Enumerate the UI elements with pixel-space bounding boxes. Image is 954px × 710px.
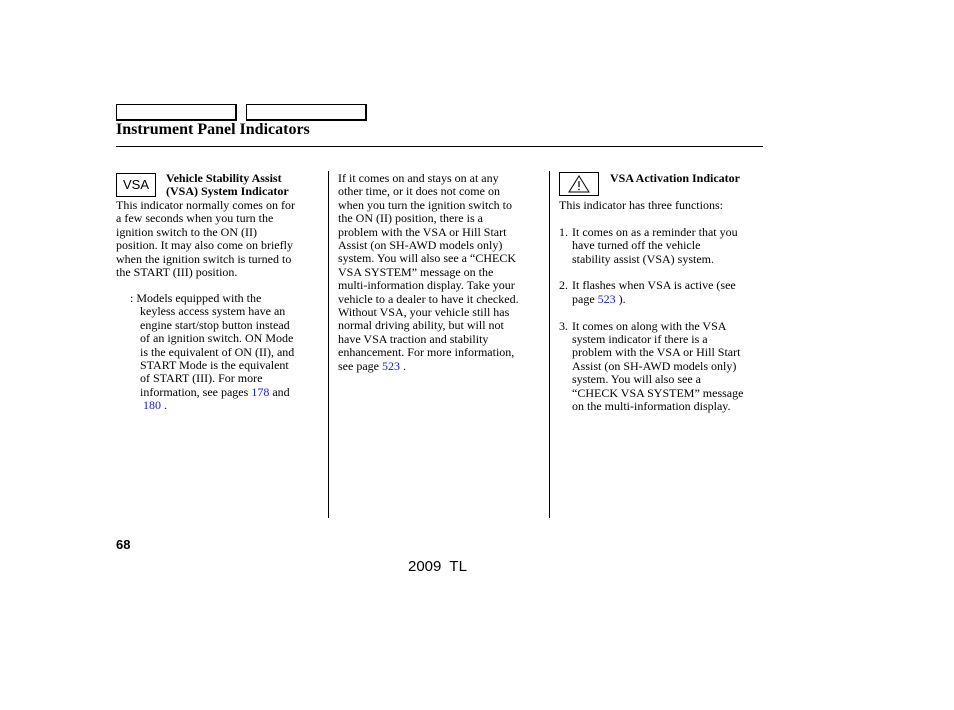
text-line <box>130 386 320 399</box>
text-fragment: . <box>161 398 167 413</box>
list-item <box>559 279 764 306</box>
text-line <box>130 399 320 412</box>
text-line: system. You will also see a “CHECK <box>338 251 516 266</box>
page-link-178[interactable]: 178 <box>251 384 270 399</box>
text-line: other time, or it does not come on <box>338 184 500 199</box>
page-link-523[interactable]: 523 <box>381 358 400 373</box>
page-title: Instrument Panel Indicators <box>116 121 310 138</box>
text-line: vehicle to a dealer to have it checked. <box>338 291 519 306</box>
text-line: the ON (II) position, there is a <box>338 211 483 226</box>
text-line: the START (III) position. <box>116 265 238 280</box>
page-link-180[interactable]: 180 <box>143 398 161 413</box>
vsa-activation-indicator-icon <box>559 172 599 196</box>
vsa-activation-heading: VSA Activation Indicator <box>610 171 741 185</box>
text-line: have turned off the vehicle <box>572 238 701 253</box>
text-line: problem with the VSA or Hill Start <box>338 224 507 239</box>
text-line: when you turn the ignition switch to <box>338 197 512 212</box>
text-line: position. It may also come on briefly <box>116 238 293 253</box>
title-divider <box>116 146 763 147</box>
text-line: It flashes when VSA is active (see <box>572 278 736 293</box>
intro-text: This indicator has three functions: <box>559 198 723 212</box>
heading-line: Vehicle Stability Assist <box>166 171 282 185</box>
text-line: engine start/stop button instead <box>140 317 290 332</box>
text-line: system. You will also see a <box>572 372 701 387</box>
text-line: keyless access system have an <box>140 304 286 319</box>
text-line: : Models equipped with the <box>130 291 262 305</box>
text-line: is the equivalent of ON (II), and <box>140 344 295 359</box>
text-line: ignition switch to the ON (II) <box>116 224 257 239</box>
heading-line: (VSA) System Indicator <box>166 184 289 199</box>
text-line: Without VSA, your vehicle still has <box>338 305 510 320</box>
text-line: system indicator if there is a <box>572 332 708 347</box>
text-line: of START (III). For more <box>140 371 263 386</box>
text-line: START Mode is the equivalent <box>140 358 289 373</box>
list-number: 1. <box>559 224 568 239</box>
warning-triangle-icon <box>560 173 598 195</box>
text-line: VSA SYSTEM” message on the <box>338 264 494 279</box>
text-line: multi-information display. Take your <box>338 278 515 293</box>
text-line: Assist (on SH-AWD models only) <box>338 238 503 253</box>
keyless-access-note <box>130 292 320 413</box>
vsa-system-indicator-heading <box>166 172 316 199</box>
text-line: normal driving ability, but will not <box>338 318 504 333</box>
text-line: This indicator normally comes on for <box>116 198 295 212</box>
vsa-activation-description <box>559 199 764 413</box>
text-fragment: information, see pages <box>140 384 252 399</box>
text-line: have VSA traction and stability <box>338 331 489 346</box>
list-number: 2. <box>559 278 568 293</box>
text-fragment: page <box>572 291 598 306</box>
text-line: Assist (on SH-AWD models only) <box>572 358 737 373</box>
text-fragment: see page <box>338 358 382 373</box>
text-line: problem with the VSA or Hill Start <box>572 345 741 360</box>
text-line: of an ignition switch. ON Mode <box>140 331 294 346</box>
vsa-indicator-description <box>116 199 321 279</box>
list-item <box>559 226 764 266</box>
text-line: stability assist (VSA) system. <box>572 251 715 266</box>
text-line: It comes on along with the VSA <box>572 318 727 333</box>
list-number: 3. <box>559 318 568 333</box>
text-line: on the multi-information display. <box>572 399 731 414</box>
nav-button-next[interactable] <box>246 104 367 121</box>
text-fragment: . <box>399 358 406 373</box>
text-line: “CHECK VSA SYSTEM” message <box>572 385 744 400</box>
text-line: enhancement. For more information, <box>338 345 515 360</box>
text-fragment: ). <box>615 291 626 306</box>
footer-model: 2009 TL <box>408 558 467 575</box>
vsa-problem-description <box>338 172 548 373</box>
column-divider-2 <box>549 171 550 518</box>
page-link-523[interactable]: 523 <box>597 291 616 306</box>
vsa-indicator-icon: VSA <box>116 173 156 197</box>
text-line: It comes on as a reminder that you <box>572 224 738 239</box>
text-fragment: and <box>269 384 290 399</box>
text-line <box>338 360 548 373</box>
text-line: a few seconds when you turn the <box>116 211 274 226</box>
nav-button-prev[interactable] <box>116 104 237 121</box>
text-line <box>572 293 764 306</box>
column-divider-1 <box>328 171 329 518</box>
page-number: 68 <box>116 537 131 552</box>
list-item <box>559 320 764 414</box>
text-line: If it comes on and stays on at any <box>338 171 499 185</box>
text-line: when the ignition switch is turned to <box>116 251 292 266</box>
